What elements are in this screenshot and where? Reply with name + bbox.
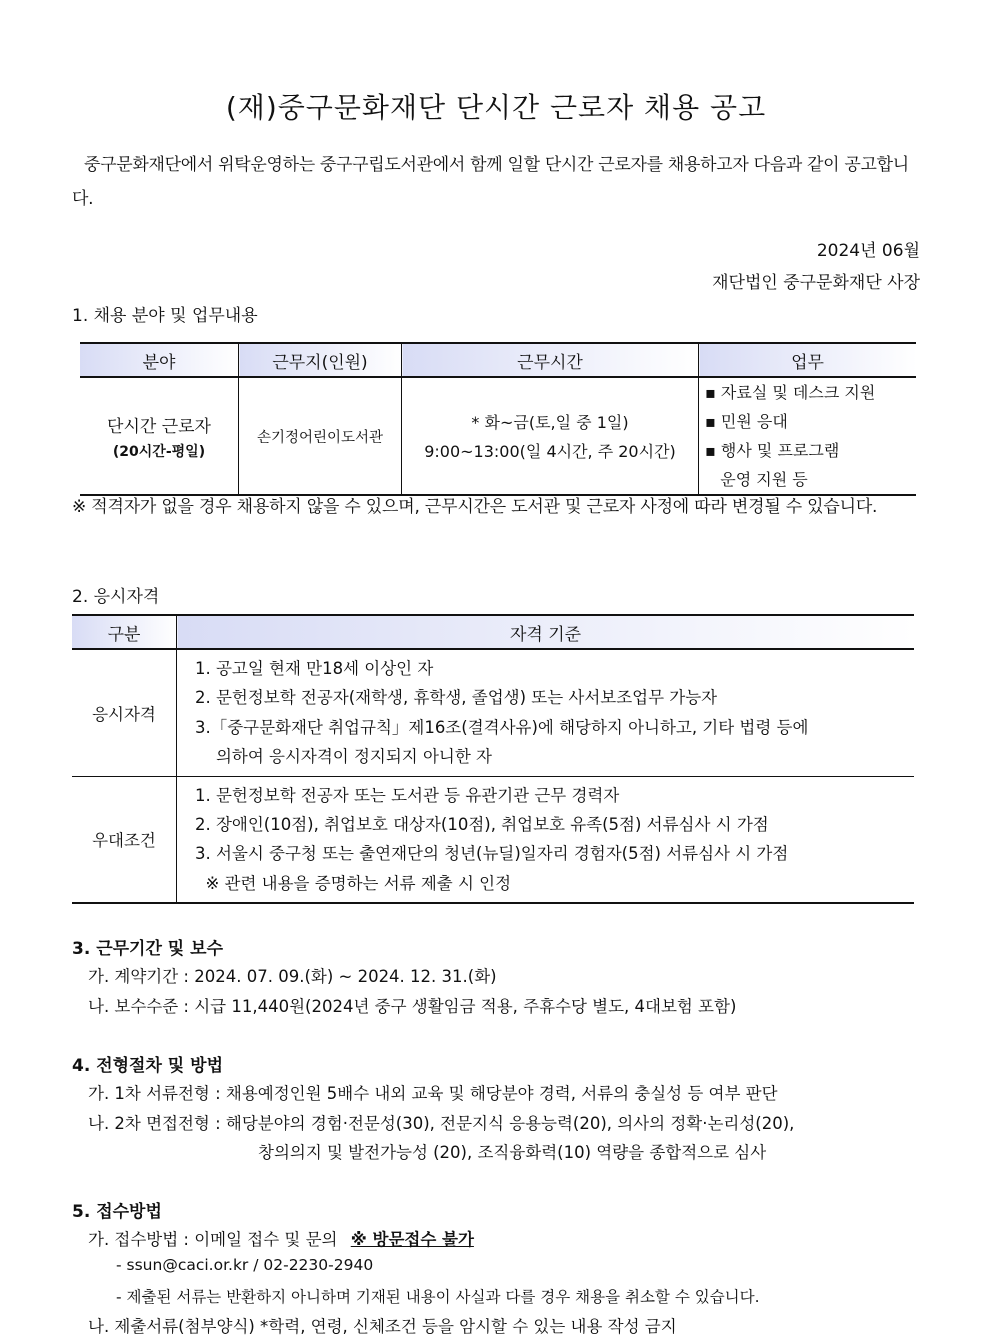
row-lines bbox=[177, 649, 915, 776]
row-label: 우대조건 bbox=[72, 776, 177, 903]
list-item: ※ 관련 내용을 증명하는 서류 제출 시 인정 bbox=[195, 873, 512, 893]
list-item: 의하여 응시자격이 정지되지 아니한 자 bbox=[195, 747, 492, 767]
list-item: 2. 문헌정보학 전공자(재학생, 휴학생, 졸업생) 또는 사서보조업무 가능자 bbox=[195, 688, 718, 708]
row-label: 응시자격 bbox=[72, 649, 177, 776]
list-item: 1. 공고일 현재 만18세 이상인 자 bbox=[195, 659, 434, 678]
header-criteria: 자격 기준 bbox=[177, 615, 915, 649]
table-row bbox=[72, 649, 914, 776]
screening-step1: 가. 1차 서류전형 : 채용예정인원 5배수 내외 교육 및 해당분야 경력, 서류의 충실성 등 여부 판단 bbox=[88, 1084, 778, 1103]
intro-paragraph: 중구문화재단에서 위탁운영하는 중구구립도서관에서 함께 일할 단시간 근로자를 채용하고자 다음과 같이 공고합니다. bbox=[72, 155, 909, 209]
page-title: (재)중구문화재단 단시간 근로자 채용 공고 bbox=[225, 91, 767, 124]
header-time: 근무시간 bbox=[402, 343, 699, 377]
cell-place: 손기정어린이도서관 bbox=[239, 377, 402, 495]
section3-heading: 3. 근무기간 및 보수 bbox=[72, 939, 223, 959]
table-header-row bbox=[80, 343, 916, 377]
list-item: ▪ 민원 응대 bbox=[705, 412, 788, 431]
recruitment-table bbox=[80, 342, 916, 496]
time-days: * 화~금(토,일 중 1일) bbox=[471, 413, 629, 432]
pay-level: 나. 보수수준 : 시급 11,440원(2024년 중구 생활임금 적용, 주휴수당 별도, 4대보험 포함) bbox=[88, 997, 737, 1016]
list-item: 2. 장애인(10점), 취업보호 대상자(10점), 취업보호 유족(5점) 서류심사 시 가점 bbox=[195, 815, 769, 835]
list-item: 운영 지원 등 bbox=[705, 470, 808, 489]
list-item: 3.「중구문화재단 취업규칙」제16조(결격사유)에 해당하지 아니하고, 기타 법령 등에 bbox=[195, 717, 809, 737]
list-item: ▪ 행사 및 프로그램 bbox=[705, 441, 840, 460]
section5-heading: 5. 접수방법 bbox=[72, 1202, 162, 1222]
section1-note: ※ 적격자가 없을 경우 채용하지 않을 수 있으며, 근무시간은 도서관 및 근로자 사정에 따라 변경될 수 있습니다. bbox=[72, 497, 878, 517]
table-header-row bbox=[72, 615, 914, 649]
section4-heading: 4. 전형절차 및 방법 bbox=[72, 1056, 223, 1076]
announcement-date: 2024년 06월 bbox=[816, 241, 920, 261]
issuer: 재단법인 중구문화재단 사장 bbox=[712, 273, 920, 293]
cell-duties bbox=[699, 377, 917, 495]
required-documents: 나. 제출서류(첨부양식) *학력, 연령, 신체조건 등을 암시할 수 있는 내용 작성 금지 bbox=[88, 1317, 677, 1336]
list-item: 1. 문헌정보학 전공자 또는 도서관 등 유관기관 근무 경력자 bbox=[195, 785, 620, 805]
field-sub: (20시간-평일) bbox=[112, 443, 206, 460]
no-visit-notice: ※ 방문접수 불가 bbox=[350, 1230, 474, 1249]
section1-heading: 1. 채용 분야 및 업무내용 bbox=[72, 306, 258, 326]
screening-step2-cont: 창의의지 및 발전가능성 (20), 조직융화력(10) 역량을 종합적으로 심사 bbox=[258, 1143, 767, 1162]
cell-time bbox=[402, 377, 699, 495]
screening-step2: 나. 2차 면접전형 : 해당분야의 경험·전문성(30), 전문지식 응용능력(20), 의사의 정확·논리성(20), bbox=[88, 1114, 795, 1133]
table-row bbox=[80, 377, 916, 495]
header-duty: 업무 bbox=[699, 343, 917, 377]
list-item: ▪ 자료실 및 데스크 지원 bbox=[705, 383, 876, 402]
table-row bbox=[72, 776, 914, 903]
header-category: 구분 bbox=[72, 615, 177, 649]
list-item: 3. 서울시 중구청 또는 출연재단의 청년(뉴딜)일자리 경험자(5점) 서류심사 시 가점 bbox=[195, 844, 789, 864]
header-place: 근무지(인원) bbox=[239, 343, 402, 377]
method-text: 가. 접수방법 : 이메일 접수 및 문의 bbox=[88, 1230, 338, 1249]
time-hours: 9:00~13:00(일 4시간, 주 20시간) bbox=[424, 442, 676, 461]
field-name: 단시간 근로자 bbox=[107, 416, 211, 437]
row-lines bbox=[177, 776, 915, 903]
contract-period: 가. 계약기간 : 2024. 07. 09.(화) ~ 2024. 12. 31.(화) bbox=[88, 967, 497, 986]
section2-heading: 2. 응시자격 bbox=[72, 587, 160, 607]
header-field: 분야 bbox=[80, 343, 239, 377]
contact-info: - ssun@caci.or.kr / 02-2230-2940 bbox=[116, 1256, 374, 1274]
cell-field bbox=[80, 377, 239, 495]
application-method bbox=[88, 1226, 474, 1250]
caution-text: - 제출된 서류는 반환하지 아니하며 기재된 내용이 사실과 다를 경우 채용을 취소할 수 있습니다. bbox=[116, 1288, 760, 1306]
qualification-table bbox=[72, 614, 914, 904]
